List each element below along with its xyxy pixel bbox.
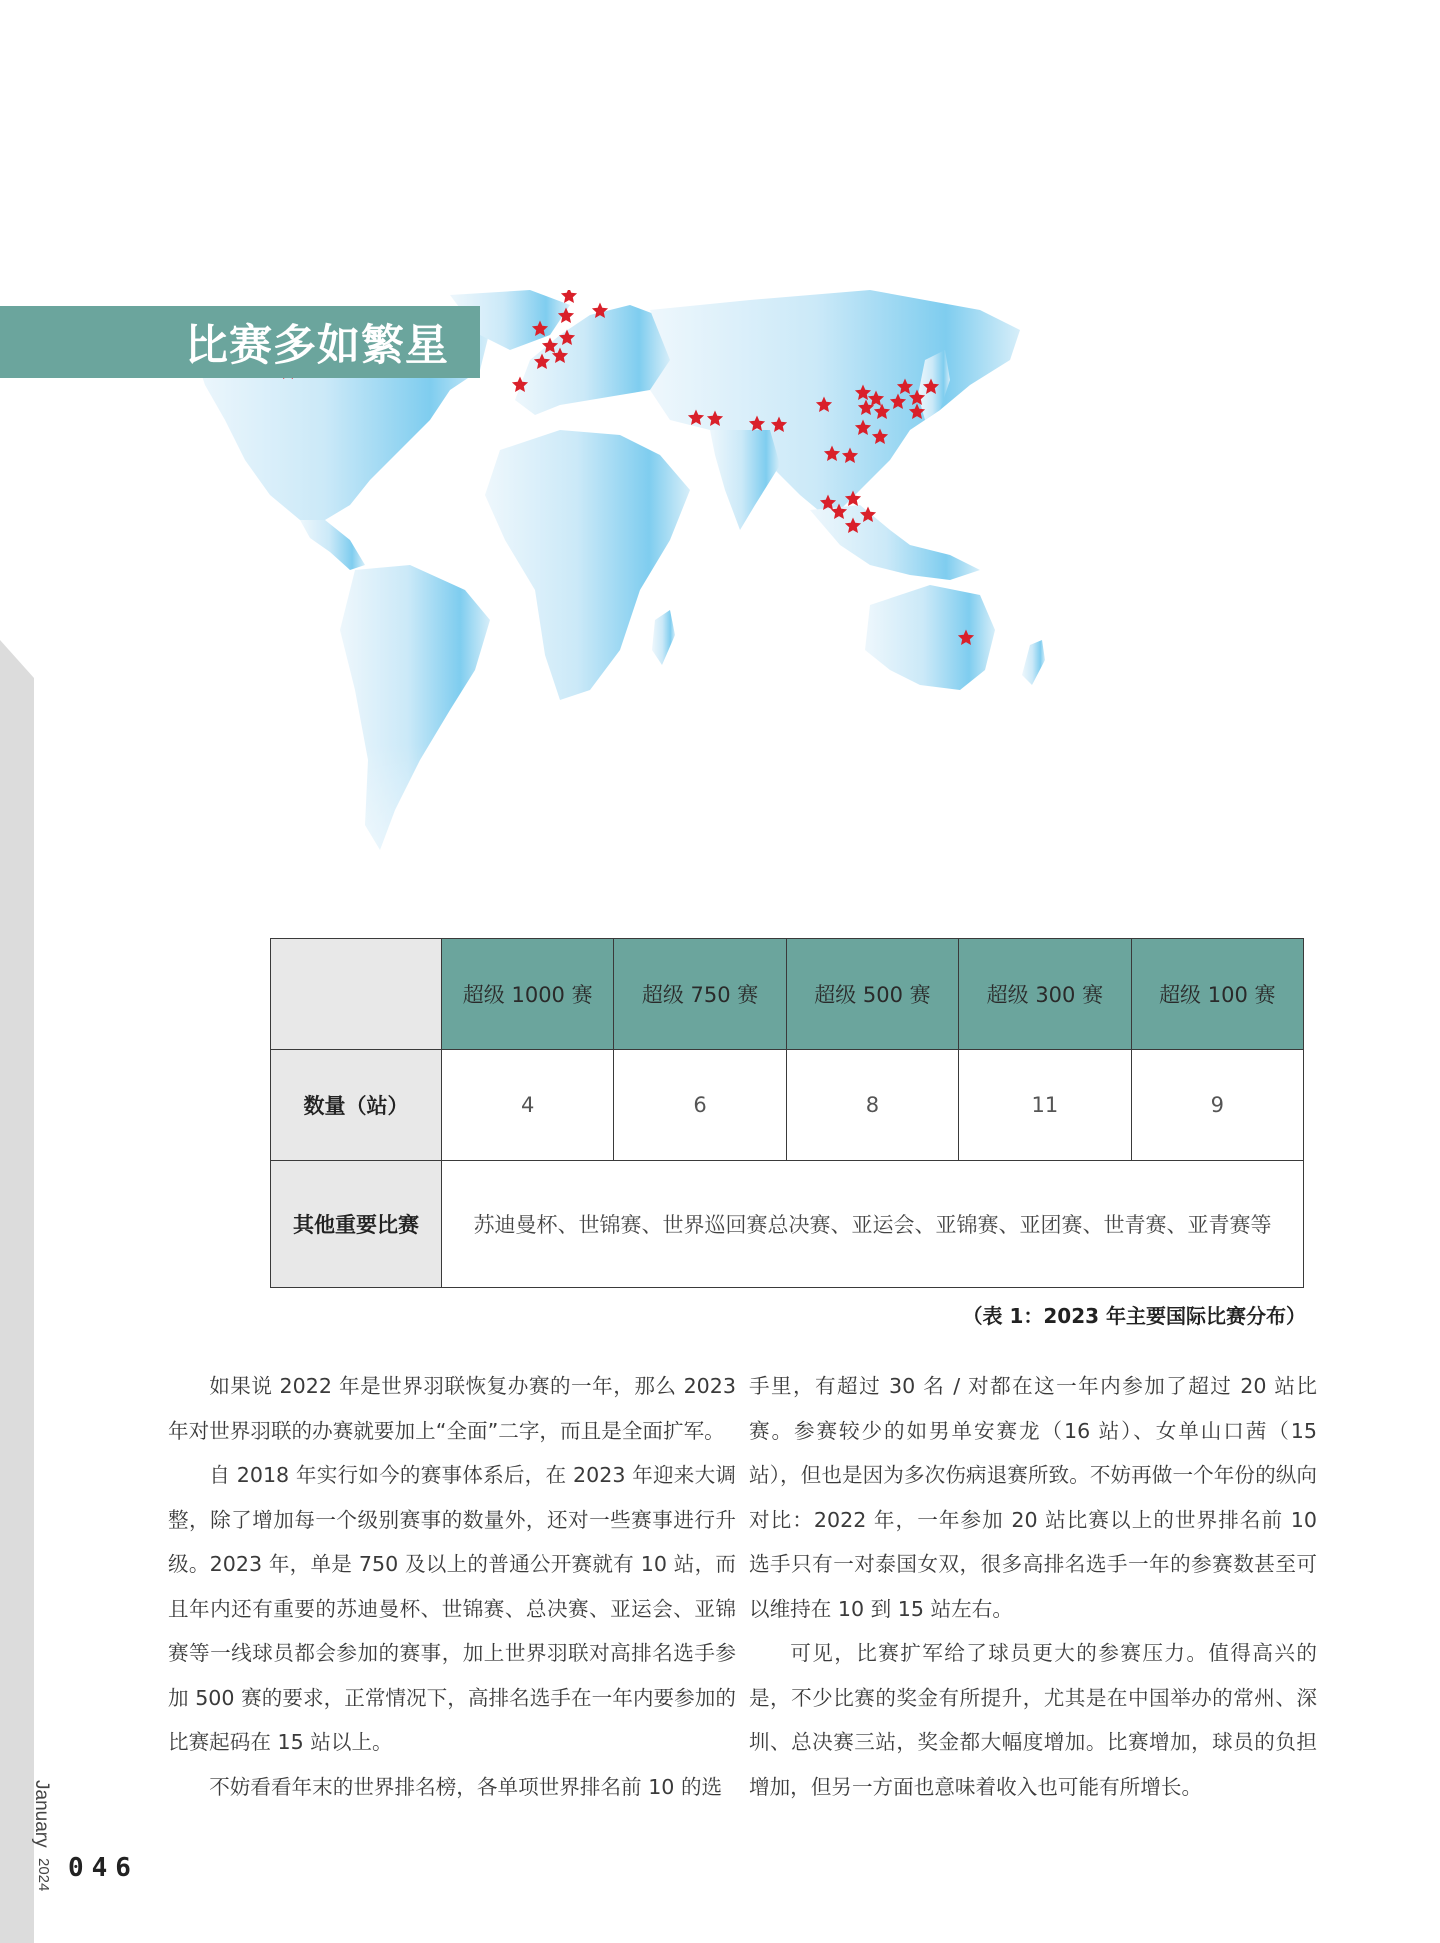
table-cell: 9 bbox=[1131, 1050, 1303, 1161]
table-header-cell: 超级 500 赛 bbox=[786, 939, 958, 1050]
body-column-right bbox=[749, 1364, 1317, 1809]
table-header-cell: 超级 750 赛 bbox=[614, 939, 786, 1050]
body-column-left bbox=[168, 1364, 736, 1809]
table-header-cell: 超级 300 赛 bbox=[959, 939, 1131, 1050]
paragraph: 不妨看看年末的世界排名榜，各单项世界排名前 10 的选 bbox=[209, 1774, 723, 1799]
table-cell: 8 bbox=[786, 1050, 958, 1161]
table-row bbox=[271, 1050, 1304, 1161]
tournament-table bbox=[270, 938, 1304, 1288]
table-corner-cell bbox=[271, 939, 442, 1050]
section-title: 比赛多如繁星 bbox=[185, 321, 449, 371]
table-header-cell: 超级 100 赛 bbox=[1131, 939, 1303, 1050]
row-label-other: 其他重要比赛 bbox=[271, 1161, 442, 1288]
world-map bbox=[150, 290, 1280, 895]
row-label-count: 数量（站） bbox=[271, 1050, 442, 1161]
table-row bbox=[271, 1161, 1304, 1288]
page-number: 046 bbox=[68, 1853, 139, 1883]
table-cell: 11 bbox=[959, 1050, 1131, 1161]
footer-month: January bbox=[31, 1780, 52, 1848]
table-header-row bbox=[271, 939, 1304, 1050]
table-header-cell: 超级 1000 赛 bbox=[442, 939, 614, 1050]
table-cell: 6 bbox=[614, 1050, 786, 1161]
footer-year: 2024 bbox=[35, 1858, 52, 1892]
table-cell: 4 bbox=[442, 1050, 614, 1161]
table-cell-other-events: 苏迪曼杯、世锦赛、世界巡回赛总决赛、亚运会、亚锦赛、亚团赛、世青赛、亚青赛等 bbox=[442, 1161, 1304, 1288]
paragraph: 手里，有超过 30 名 / 对都在这一年内参加了超过 20 站比赛。参赛较少的如男单安赛龙（16 站）、女单山口茜（15 站），但也是因为多次伤病退赛所致。不妨再做一个年份的纵向对比：2022 年，一年参加 20 站比赛以上的世界排名前 10 选手只有一对泰国女双，很多高排名选手一年的参赛数甚至可以维持在 10 到 15 站左右。 bbox=[749, 1374, 1317, 1621]
paragraph: 如果说 2022 年是世界羽联恢复办赛的一年，那么 2023 年对世界羽联的办赛就要加上“全面”二字，而且是全面扩军。 bbox=[168, 1374, 736, 1443]
side-decor-bar bbox=[0, 640, 34, 1943]
table-caption: （表 1：2023 年主要国际比赛分布） bbox=[962, 1304, 1306, 1328]
paragraph: 可见，比赛扩军给了球员更大的参赛压力。值得高兴的是，不少比赛的奖金有所提升，尤其是在中国举办的常州、深圳、总决赛三站，奖金都大幅度增加。比赛增加，球员的负担增加，但另一方面也意味着收入也可能有所增长。 bbox=[749, 1641, 1317, 1799]
paragraph: 自 2018 年实行如今的赛事体系后，在 2023 年迎来大调整，除了增加每一个级别赛事的数量外，还对一些赛事进行升级。2023 年，单是 750 及以上的普通公开赛就有 10 站，而且年内还有重要的苏迪曼杯、世锦赛、总决赛、亚运会、亚锦赛等一线球员都会参加的赛事，加上世界羽联对高排名选手参加 500 赛的要求，正常情况下，高排名选手在一年内要参加的比赛起码在 15 站以上。 bbox=[168, 1463, 736, 1754]
